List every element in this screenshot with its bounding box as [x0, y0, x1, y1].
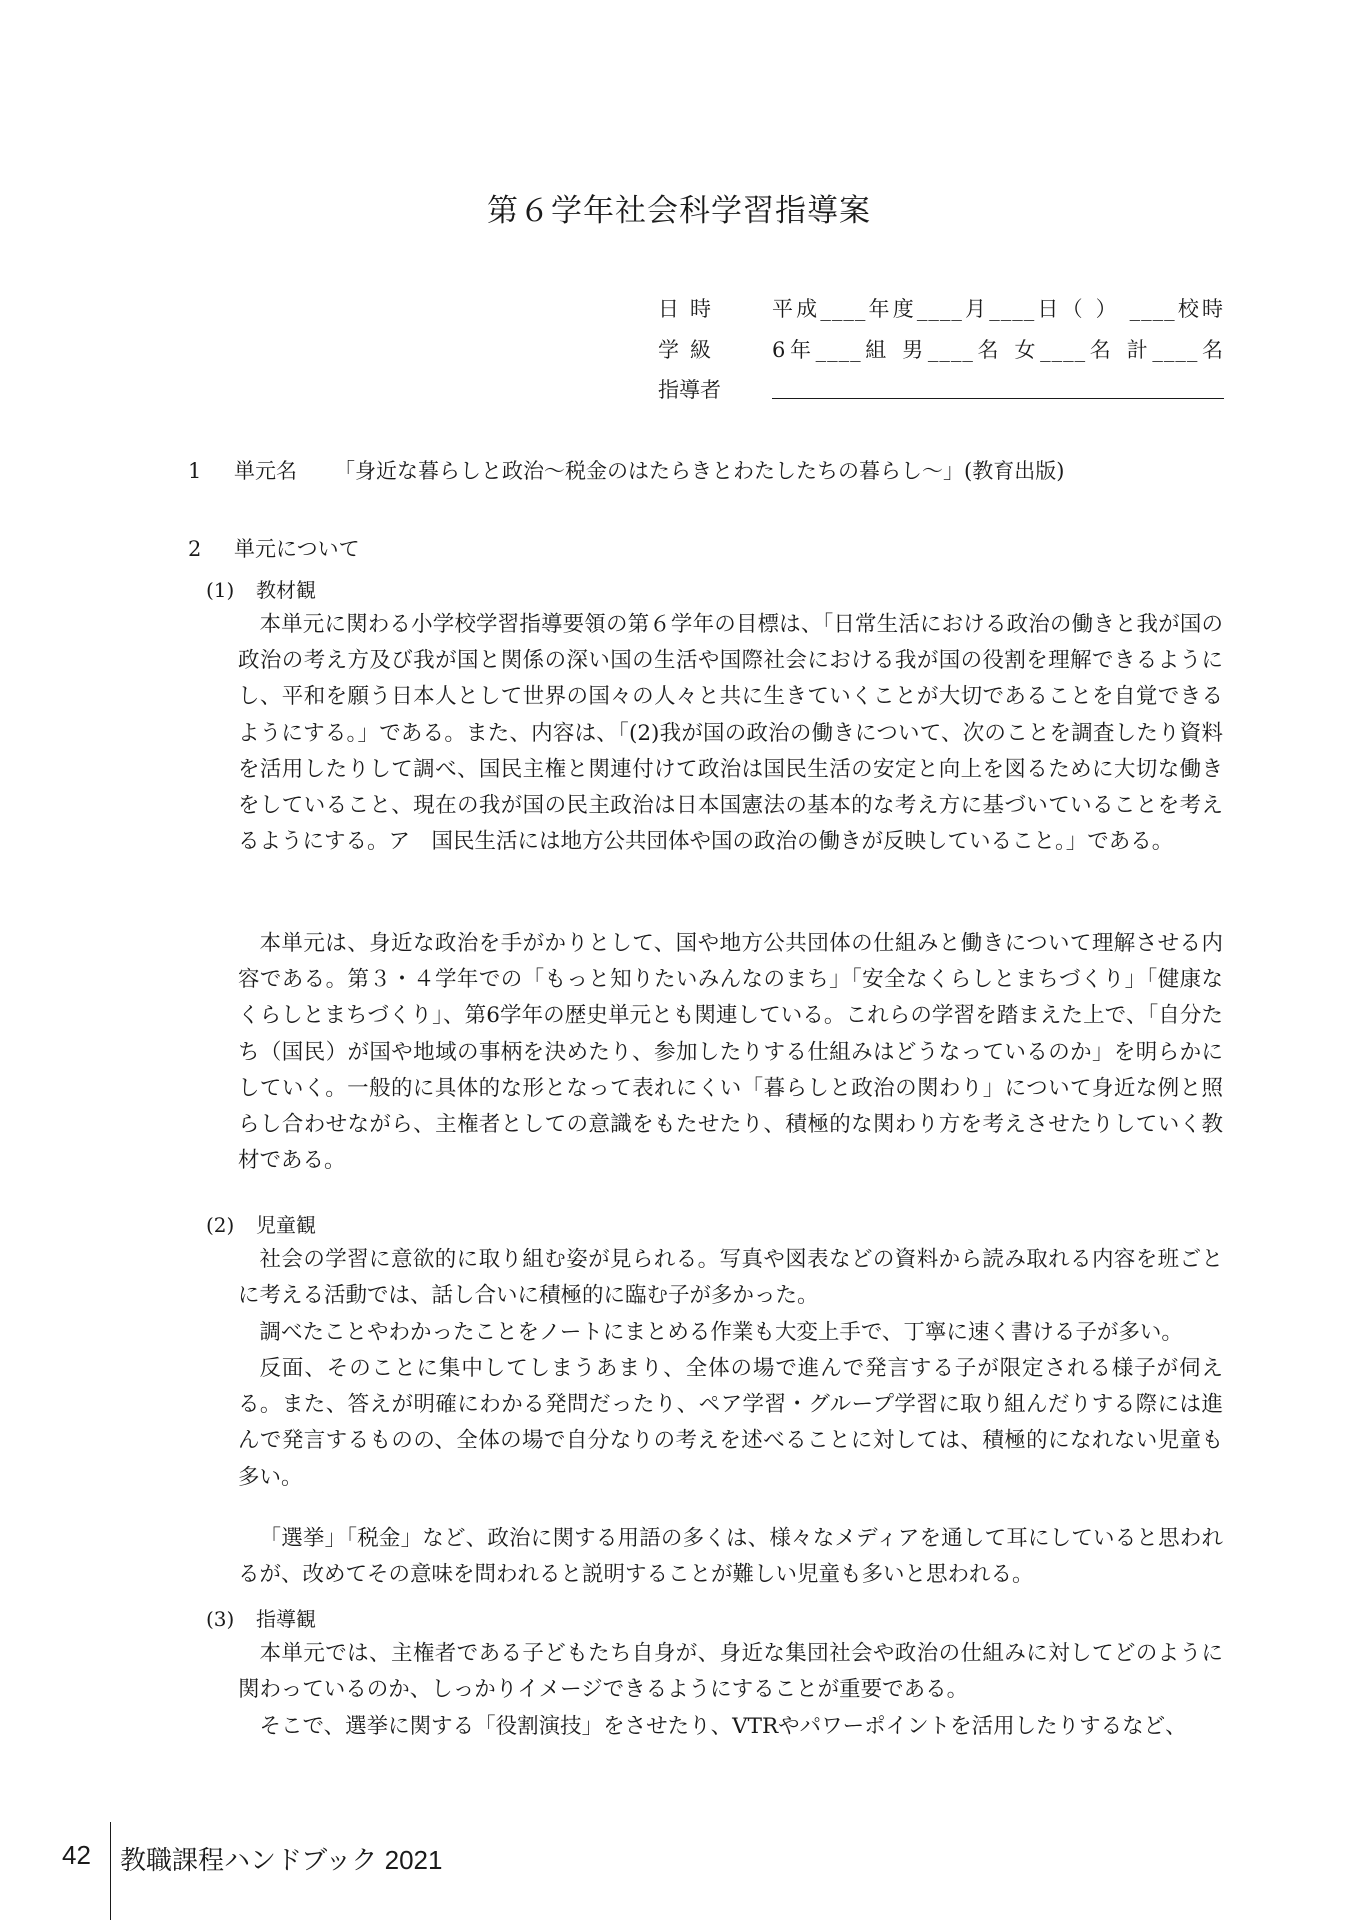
subsection-1-heading [206, 574, 316, 603]
section-1-label: 単元名 [234, 459, 297, 483]
page-number: 42 [62, 1840, 91, 1870]
class-value: 6年____組 男____名 女____名 計____名 [772, 338, 1224, 362]
class-label: 学級 [658, 338, 722, 362]
paragraph: 本単元は、身近な政治を手がかりとして、国や地方公共団体の仕組みと働きについて理解させる内容である。第３・４学年での「もっと知りたいみんなのまち」「安全なくらしとまちづくり」「健康なくらしとまちづくり」、第6学年の歴史単元とも関連している。これらの学習を踏まえた上で、「自分たち（国民）が国や地域の事柄を決めたり、参加したりする仕組みはどうなっているのか」を明らかにしていく。一般的に具体的な形となって表れにくい「暮らしと政治の関わり」について身近な例と照らし合わせながら、主権者としての意識をもたせたり、積極的な関わり方を考えさせたりしていく教材である。 [238, 931, 1223, 1174]
subsection-2-label: 児童観 [256, 1213, 316, 1237]
subsection-3-number: (3) [206, 1607, 235, 1631]
paragraph: 本単元では、主権者である子どもたち自身が、身近な集団社会や政治の仕組みに対してどのように関わっているのか、しっかりイメージできるようにすることが重要である。 [238, 1641, 1223, 1703]
running-footer-title: 教職課程ハンドブック 2021 [120, 1845, 443, 1875]
section-2-number: 2 [188, 537, 202, 561]
paragraph: 社会の学習に意欲的に取り組む姿が見られる。写真や図表などの資料から読み取れる内容を班ごとに考える活動では、話し合いに積極的に臨む子が多かった。 [238, 1247, 1223, 1309]
teacher-signature-line [772, 398, 1224, 399]
teacher-label: 指導者 [658, 378, 721, 402]
subsection-2-heading [206, 1209, 316, 1238]
section-2-heading [188, 533, 360, 563]
date-label: 日時 [658, 297, 722, 321]
section-1-number: 1 [188, 459, 202, 483]
section-1-heading [188, 455, 1064, 485]
subsection-3-heading [206, 1603, 316, 1632]
paragraph: 反面、そのことに集中してしまうあまり、全体の場で進んで発言する子が限定される様子が伺える。また、答えが明確にわかる発問だったり、ペア学習・グループ学習に取り組んだりする際には進んで発言するものの、全体の場で自分なりの考えを述べることに対しては、積極的になれない児童も多い。 [238, 1356, 1223, 1490]
subsection-2-number: (2) [206, 1213, 235, 1237]
footer-divider [110, 1822, 111, 1920]
paragraph: 本単元に関わる小学校学習指導要領の第６学年の目標は、「日常生活における政治の働きと我が国の政治の考え方及び我が国と関係の深い国の生活や国際社会における我が国の役割を理解できるようにし、平和を願う日本人として世界の国々の人々と共に生きていくことが大切であることを自覚できるようにする。」である。また、内容は、「(2)我が国の政治の働きについて、次のことを調査したり資料を活用したりして調べ、国民主権と関連付けて政治は国民生活の安定と向上を図るために大切な働きをしていること、現在の我が国の民主政治は日本国憲法の基本的な考え方に基づいていることを考えるようにする。ア 国民生活には地方公共団体や国の政治の働きが反映していること。」である。 [238, 612, 1223, 855]
subsection-1-label: 教材観 [256, 578, 316, 602]
paragraph: 「選挙」「税金」など、政治に関する用語の多くは、様々なメディアを通して耳にしていると思われるが、改めてその意味を問われると説明することが難しい児童も多いと思われる。 [238, 1526, 1223, 1588]
date-value: 平成____年度____月____日（ ） ____校時 [772, 297, 1224, 321]
subsection-3-label: 指導観 [256, 1607, 316, 1631]
section-2-label: 単元について [234, 537, 360, 561]
document-title: 第６学年社会科学習指導案 [487, 193, 871, 229]
subsection-1-number: (1) [206, 578, 235, 602]
paragraph: 調べたことやわかったことをノートにまとめる作業も大変上手で、丁寧に速く書ける子が多い。 [259, 1320, 1183, 1345]
unit-name: 「身近な暮らしと政治〜税金のはたらきとわたしたちの暮らし〜」(教育出版) [334, 459, 1065, 483]
paragraph: そこで、選挙に関する「役割演技」をさせたり、VTRやパワーポイントを活用したりするなど、 [259, 1714, 1187, 1739]
